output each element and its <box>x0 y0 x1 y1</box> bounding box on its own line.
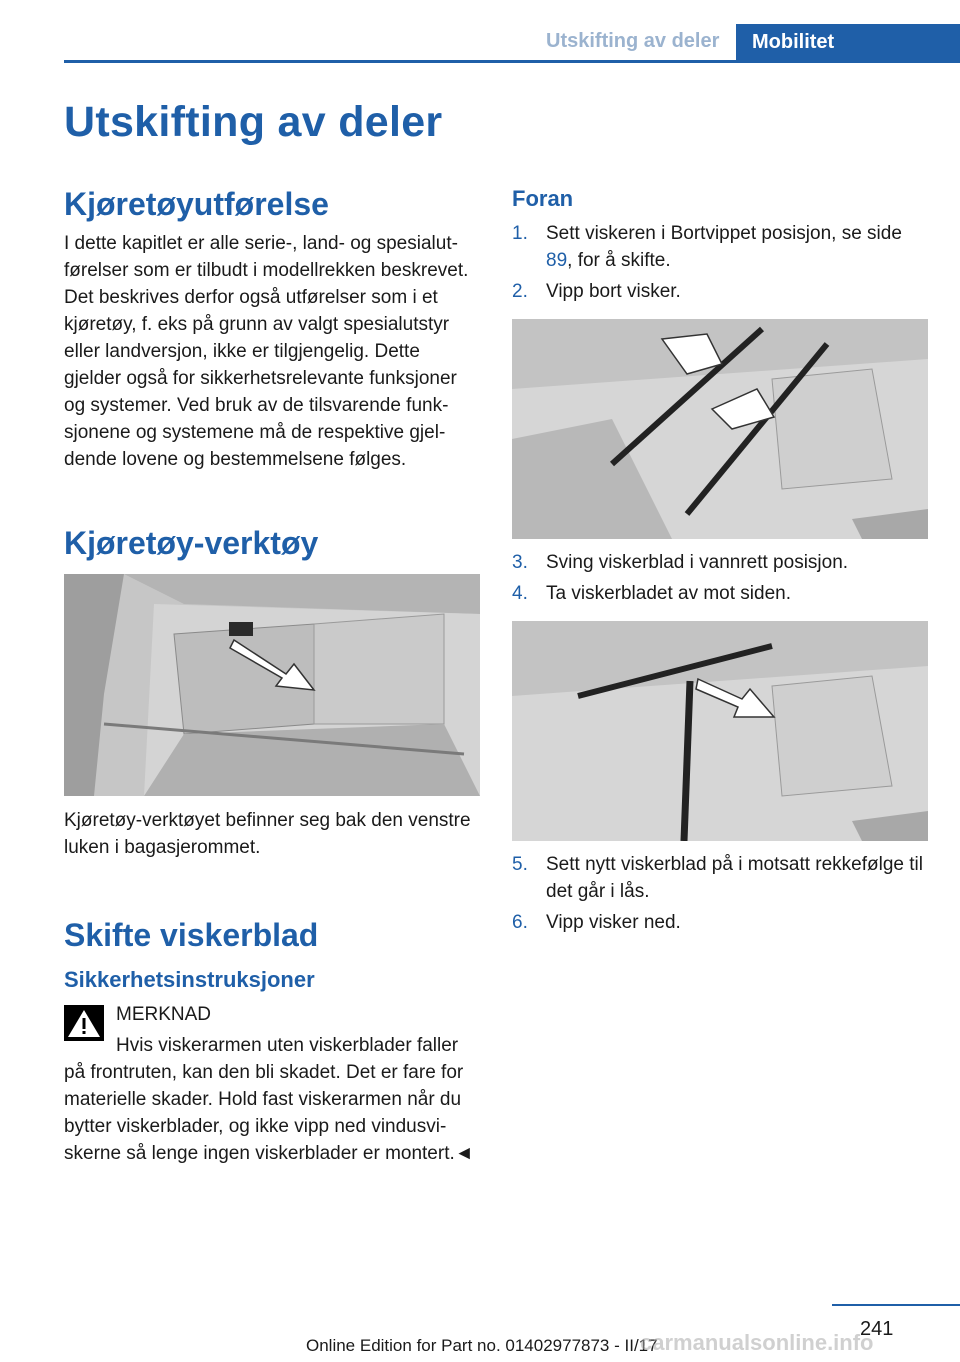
step-text: Vipp bort visker. <box>546 281 681 302</box>
vehicle-tools-heading: Kjøretøy-verktøy <box>64 525 319 561</box>
step-number: 4. <box>512 583 528 604</box>
header-section-title: Utskifting av deler <box>546 30 720 52</box>
step-1 <box>512 220 928 274</box>
steps-list-1 <box>512 220 928 305</box>
step-4 <box>512 580 928 607</box>
page-link[interactable]: 89 <box>546 250 568 271</box>
vehicle-version-heading: Kjøretøyutførelse <box>64 186 329 222</box>
warning-note <box>64 1001 480 1028</box>
edition-note: Online Edition for Part no. 01402977873 - II/17 <box>306 1336 658 1355</box>
page-title: Utskifting av deler <box>64 98 443 146</box>
wiper-remove-illustration <box>512 621 928 841</box>
trunk-illustration <box>64 574 480 796</box>
left-column <box>64 184 480 1167</box>
wiper-heading: Skifte viskerblad <box>64 917 319 953</box>
page-number: 241 <box>860 1318 894 1340</box>
right-column <box>512 184 928 940</box>
header-chapter-tab[interactable]: Mobilitet <box>736 24 960 63</box>
steps-list-2 <box>512 549 928 607</box>
watermark: carmanualsonline.info <box>640 1330 874 1355</box>
step-number: 2. <box>512 281 528 302</box>
step-number: 1. <box>512 223 528 244</box>
step-text: Ta viskerbladet av mot siden. <box>546 583 792 604</box>
steps-list-3 <box>512 851 928 936</box>
warning-text: Hvis viskerarmen uten viskerblader faller på frontruten, kan den bli skadet. Det er fare for materielle skader. Hold fast viskerarmen når du bytter viskerblader, og ikke vipp ned vindusviskerne så lenge ingen viskerblader er montert.◄ <box>64 1035 474 1164</box>
step-number: 5. <box>512 854 528 875</box>
front-heading: Foran <box>512 186 574 211</box>
step-2 <box>512 278 928 305</box>
header-rule <box>64 60 960 63</box>
warning-triangle-icon <box>64 1005 104 1041</box>
vehicle-version-body: I dette kapitlet er alle serie-, land- og spesialutførelser som er tilbudt i modellrekken beskrevet. Det beskrives derfor også utførelser som i et kjøretøy, f. eks på grunn av valgt spesialutstyr eller landversjon, ikke er tilgjengelig. Dette gjelder også for sikkerhetsrelevante funksjoner og systemer. Ved bruk av de tilsvarende funksjonene og systemene må de respektive gjeldende lovene og bestemmelsene følges. <box>64 233 469 470</box>
step-text: , for å skifte. <box>567 250 671 271</box>
footer-rule <box>832 1304 960 1306</box>
wiper-fold-image <box>512 319 928 539</box>
step-3 <box>512 549 928 576</box>
step-6 <box>512 909 928 936</box>
trunk-tools-image <box>64 574 480 796</box>
step-5 <box>512 851 928 905</box>
step-text: Vipp visker ned. <box>546 912 681 933</box>
warning-label: MERKNAD <box>116 1004 212 1025</box>
step-text: Sett viskeren i Bortvippet posisjon, se side <box>546 223 902 244</box>
step-text: Sett nytt viskerblad på i motsatt rekkefølge til det går i lås. <box>546 854 923 902</box>
step-number: 6. <box>512 912 528 933</box>
wiper-remove-image <box>512 621 928 841</box>
step-text: Sving viskerblad i vannrett posisjon. <box>546 552 849 573</box>
vehicle-tools-caption: Kjøretøy-verktøyet befinner seg bak den venstre luken i bagasjerommet. <box>64 810 471 858</box>
step-number: 3. <box>512 552 528 573</box>
safety-subheading: Sikkerhetsinstruksjoner <box>64 967 315 992</box>
wiper-fold-illustration <box>512 319 928 539</box>
